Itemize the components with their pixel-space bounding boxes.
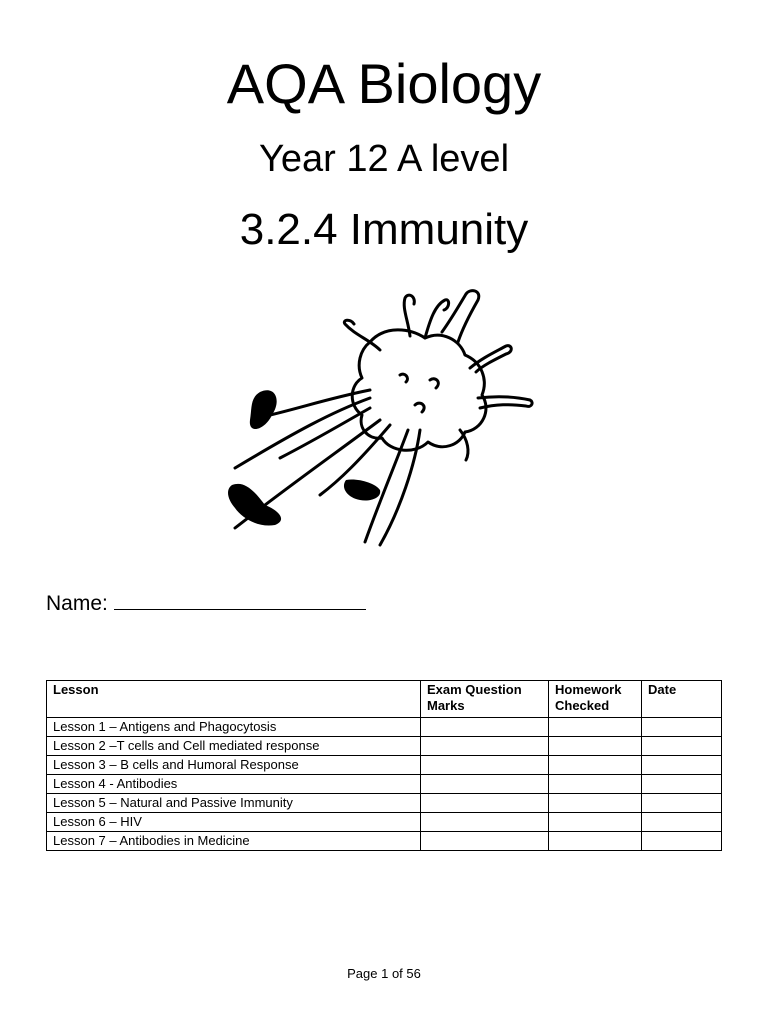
homework-cell[interactable] <box>549 718 642 737</box>
table-row <box>47 794 722 813</box>
lesson-cell: Lesson 7 – Antibodies in Medicine <box>47 832 421 851</box>
homework-cell[interactable] <box>549 737 642 756</box>
table-row <box>47 832 722 851</box>
date-cell[interactable] <box>642 813 722 832</box>
date-cell[interactable] <box>642 775 722 794</box>
date-cell[interactable] <box>642 737 722 756</box>
marks-cell[interactable] <box>421 813 549 832</box>
marks-cell[interactable] <box>421 794 549 813</box>
homework-cell[interactable] <box>549 756 642 775</box>
name-field[interactable] <box>46 589 366 617</box>
topic-title: 3.2.4 Immunity <box>239 205 529 254</box>
header-lesson: Lesson <box>47 681 421 718</box>
marks-cell[interactable] <box>421 737 549 756</box>
lesson-cell: Lesson 4 - Antibodies <box>47 775 421 794</box>
header-date: Date <box>642 681 722 718</box>
lesson-cell: Lesson 3 – B cells and Humoral Response <box>47 756 421 775</box>
marks-cell[interactable] <box>421 756 549 775</box>
table-row <box>47 737 722 756</box>
homework-cell[interactable] <box>549 794 642 813</box>
table-row <box>47 775 722 794</box>
document-subtitle: Year 12 A level <box>258 138 510 180</box>
page-number: Page 1 of 56 <box>347 966 421 981</box>
lesson-cell: Lesson 5 – Natural and Passive Immunity <box>47 794 421 813</box>
document-title: AQA Biology <box>226 52 542 115</box>
date-cell[interactable] <box>642 794 722 813</box>
header-exam-question-marks: Exam Question Marks <box>421 681 549 718</box>
marks-cell[interactable] <box>421 832 549 851</box>
table-header-row <box>47 681 722 718</box>
lesson-cell: Lesson 6 – HIV <box>47 813 421 832</box>
marks-cell[interactable] <box>421 775 549 794</box>
table-row <box>47 756 722 775</box>
date-cell[interactable] <box>642 718 722 737</box>
homework-cell[interactable] <box>549 832 642 851</box>
date-cell[interactable] <box>642 756 722 775</box>
homework-cell[interactable] <box>549 813 642 832</box>
marks-cell[interactable] <box>421 718 549 737</box>
lesson-cell: Lesson 2 –T cells and Cell mediated response <box>47 737 421 756</box>
phagocyte-illustration-icon <box>220 280 550 555</box>
homework-cell[interactable] <box>549 775 642 794</box>
lesson-cell: Lesson 1 – Antigens and Phagocytosis <box>47 718 421 737</box>
lesson-tracker-table <box>46 680 722 851</box>
name-label: Name: <box>46 592 108 615</box>
table-row <box>47 813 722 832</box>
name-blank-line[interactable] <box>114 589 366 610</box>
table-row <box>47 718 722 737</box>
date-cell[interactable] <box>642 832 722 851</box>
header-homework-checked: Homework Checked <box>549 681 642 718</box>
